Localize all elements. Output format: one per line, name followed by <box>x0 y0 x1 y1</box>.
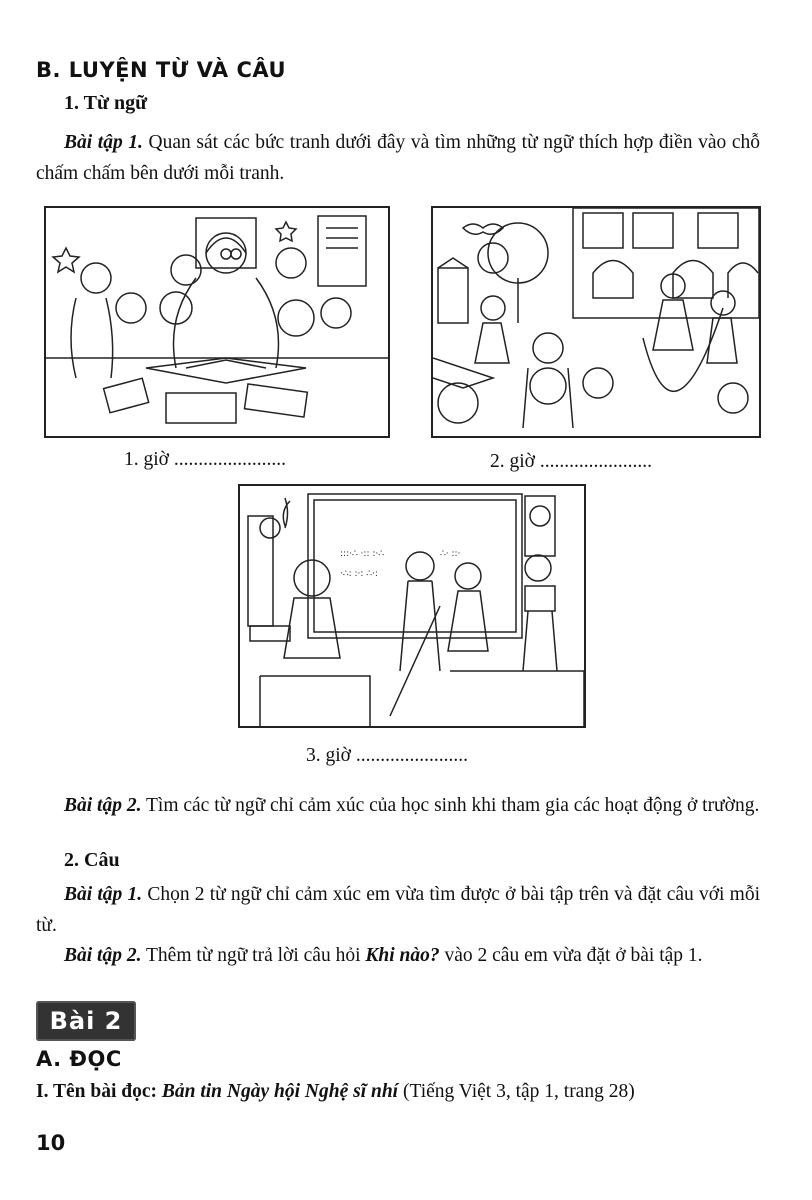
exercise-3-paragraph <box>36 879 760 941</box>
exercise-4-emphasis: Khi nào? <box>365 945 440 966</box>
illustration-schoolyard <box>431 206 761 438</box>
caption-picture-1: 1. giờ ....................... <box>124 449 286 470</box>
caption-picture-3: 3. giờ ....................... <box>306 745 468 766</box>
page-number: 10 <box>36 1131 66 1155</box>
exercise-1-text: Quan sát các bức tranh dưới đây và tìm những từ ngữ thích hợp điền vào chỗ chấm chấm bên dưới mỗi tranh. <box>36 132 761 184</box>
exercise-2-paragraph <box>36 790 760 821</box>
section-heading-a: A. ĐỌC <box>36 1047 122 1071</box>
subheading-tu-ngu: 1. Từ ngữ <box>64 92 148 114</box>
exercise-2-label: Bài tập 2. <box>64 795 142 816</box>
lesson-badge-label: Bài 2 <box>49 1007 123 1035</box>
section-heading-b: B. LUYỆN TỪ VÀ CÂU <box>36 58 287 82</box>
exercise-3-label: Bài tập 1. <box>64 884 143 905</box>
svg-text::::·∴ ·:: :·∴: :::·∴ ·:: :·∴ <box>340 549 384 559</box>
caption-picture-2: 2. giờ ....................... <box>490 451 652 472</box>
exercise-1-paragraph <box>36 127 760 189</box>
reading-title: Bản tin Ngày hội Nghệ sĩ nhí <box>161 1081 399 1102</box>
exercise-3-text: Chọn 2 từ ngữ chỉ cảm xúc em vừa tìm được ở bài tập trên và đặt câu với mỗi từ. <box>36 884 761 936</box>
reading-label: I. Tên bài đọc: <box>36 1081 157 1102</box>
lesson-badge <box>36 1001 136 1041</box>
subheading-cau: 2. Câu <box>64 849 120 871</box>
svg-text:·∴: :·: ∴·:: ·∴: :·: ∴·: <box>340 569 378 579</box>
exercise-4-text-after: vào 2 câu em vừa đặt ở bài tập 1. <box>444 945 703 966</box>
exercise-4-paragraph <box>36 940 776 971</box>
illustration-cleaning-classroom <box>238 484 586 728</box>
reading-source: (Tiếng Việt 3, tập 1, trang 28) <box>402 1081 635 1102</box>
svg-text:∴· ::·: ∴· ::· <box>440 549 461 559</box>
exercise-4-label: Bài tập 2. <box>64 945 142 966</box>
exercise-4-text-before: Thêm từ ngữ trả lời câu hỏi <box>146 945 361 966</box>
illustration-classroom-reading <box>44 206 390 438</box>
reading-title-line <box>36 1081 635 1103</box>
exercise-2-text: Tìm các từ ngữ chỉ cảm xúc của học sinh khi tham gia các hoạt động ở trường. <box>146 795 760 816</box>
exercise-1-label: Bài tập 1. <box>64 132 143 153</box>
